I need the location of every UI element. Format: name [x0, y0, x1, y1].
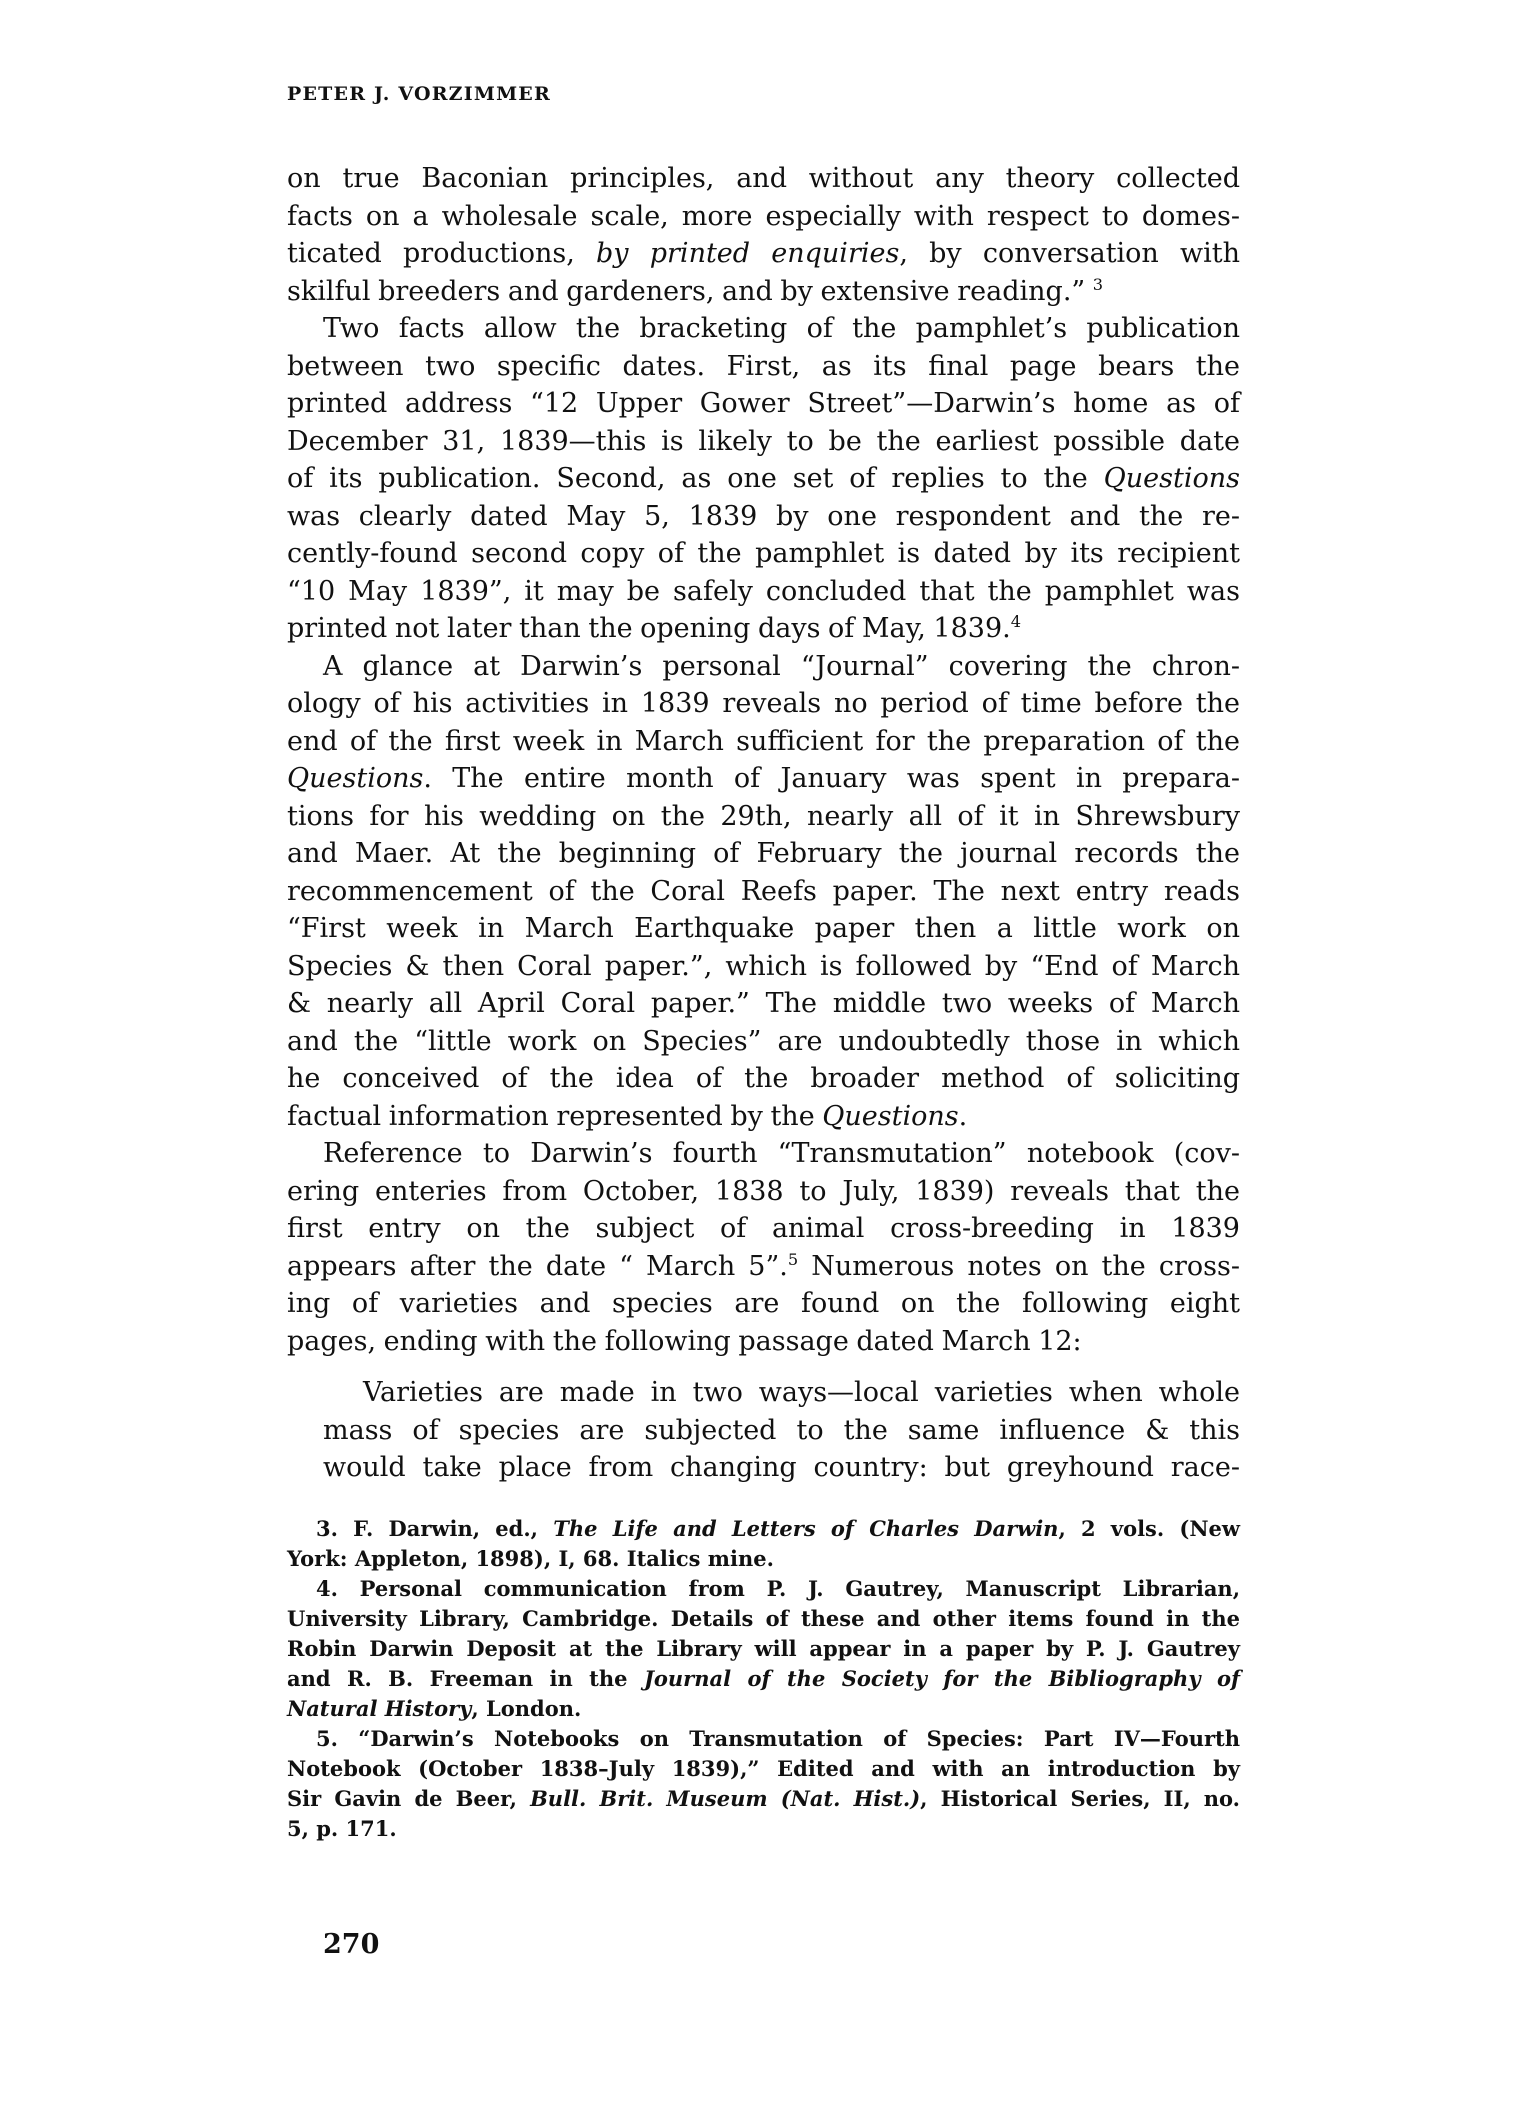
italic-text: Natural History: [287, 1696, 472, 1721]
text-line: [287, 348, 1240, 386]
text-line: [287, 1210, 1240, 1248]
running-head-author: PETER J. VORZIMMER: [287, 83, 551, 105]
text-line: [287, 460, 1240, 498]
text-line: [287, 1060, 1240, 1098]
text-line: [287, 1135, 1240, 1173]
text-line: [287, 573, 1240, 611]
text-line: [287, 1574, 1240, 1604]
line-text: A glance at Darwin’s personal “Journal” covering the chron-: [323, 650, 1240, 682]
text-line: [287, 1023, 1240, 1061]
line-text: , Historical Series, II, no.: [920, 1786, 1240, 1811]
text-line: [287, 498, 1240, 536]
page-number: 270: [323, 1929, 380, 1960]
italic-text: Bull. Brit. Museum (Nat. Hist.): [530, 1786, 921, 1811]
line-text: Varieties are made in two ways—local varieties when whole: [363, 1377, 1240, 1408]
footnote-4: [287, 1574, 1240, 1724]
text-line: [287, 1604, 1240, 1634]
text-line: [287, 1323, 1240, 1361]
line-text: & nearly all April Coral paper.” The middle two weeks of March: [287, 988, 1240, 1019]
line-text: factual information represented by the: [287, 1100, 823, 1132]
line-text: appears after the date “ March 5”.: [287, 1250, 788, 1282]
line-text: , London.: [471, 1696, 582, 1721]
text-line: [287, 310, 1240, 348]
text-line: [287, 160, 1240, 198]
text-line: [287, 1544, 1240, 1574]
text-line: [287, 535, 1240, 573]
italic-text: Questions: [287, 763, 424, 794]
line-text: 4. Personal communication from P. J. Gautrey, Manuscript Librarian,: [316, 1576, 1240, 1601]
text-line: [287, 910, 1240, 948]
text-line: [287, 1173, 1240, 1211]
line-text: 3. F. Darwin, ed.,: [316, 1516, 554, 1541]
line-text: and R. B. Freeman in the: [287, 1666, 644, 1691]
line-text: , 2 vols. (New: [1058, 1516, 1240, 1541]
text-line: [287, 835, 1240, 873]
line-text: was clearly dated May 5, 1839 by one respondent and the re-: [287, 500, 1240, 532]
line-text: mass of species are subjected to the same influence & this: [323, 1414, 1240, 1446]
line-text: ticated productions,: [287, 238, 597, 269]
text-line: [323, 1374, 1240, 1412]
line-text: . The entire month of January was spent in prepara-: [423, 763, 1240, 794]
text-line: [287, 760, 1240, 798]
text-line: [287, 1694, 1240, 1724]
italic-text: Questions: [1103, 463, 1240, 494]
line-text: Reference to Darwin’s fourth “Transmutation” notebook (cov-: [323, 1138, 1240, 1169]
text-line: [287, 985, 1240, 1023]
text-line: [287, 1285, 1240, 1323]
text-line: [287, 273, 1240, 311]
italic-text: Journal of the Society for the Bibliography of: [643, 1666, 1240, 1691]
line-text: end of the first week in March sufficient for the preparation of the: [287, 725, 1240, 757]
text-line: [287, 648, 1240, 686]
line-text: tions for his wedding on the 29th, nearly all of it in Shrewsbury: [287, 800, 1240, 832]
block-quote: [323, 1374, 1240, 1487]
line-text: facts on a wholesale scale, more especially with respect to domes-: [287, 200, 1240, 232]
text-line: [287, 1634, 1240, 1664]
line-text: recommencement of the Coral Reefs paper. The next entry reads: [287, 875, 1240, 907]
line-text: , by conversation with: [899, 238, 1240, 269]
italic-text: by printed enquiries: [596, 238, 900, 269]
line-text: University Library, Cambridge. Details of these and other items found in the: [287, 1606, 1240, 1631]
line-text: Notebook (October 1838–July 1839),” Edited and with an introduction by: [287, 1756, 1240, 1781]
text-line: [287, 198, 1240, 236]
line-text: York: Appleton, 1898), I, 68. Italics mine.: [287, 1546, 774, 1571]
line-text: Numerous notes on the cross-: [798, 1250, 1240, 1282]
line-text: Species & then Coral paper.”, which is followed by “End of March: [287, 950, 1240, 982]
text-line: [287, 235, 1240, 273]
line-text: and the “little work on Species” are undoubtedly those in which: [287, 1025, 1240, 1057]
line-text: he conceived of the idea of the broader method of soliciting: [287, 1063, 1240, 1094]
footnote-5: [287, 1724, 1240, 1844]
line-text: cently-found second copy of the pamphlet is dated by its recipient: [287, 538, 1240, 569]
text-line: [287, 1754, 1240, 1784]
line-text: ing of varieties and species are found on the following eight: [287, 1288, 1240, 1319]
line-text: 5. “Darwin’s Notebooks on Transmutation of Species: Part IV—Fourth: [316, 1726, 1240, 1751]
text-line: [287, 873, 1240, 911]
footnote-reference: 3: [1092, 274, 1104, 294]
text-line: [287, 385, 1240, 423]
text-line: [287, 798, 1240, 836]
text-line: [287, 1098, 1240, 1136]
footnotes: [287, 1514, 1240, 1844]
text-line: [323, 1449, 1240, 1487]
line-text: “First week in March Earthquake paper then a little work on: [287, 913, 1240, 944]
line-text: skilful breeders and gardeners, and by extensive reading.”: [287, 275, 1093, 307]
text-line: [287, 1814, 1240, 1844]
text-line: [287, 685, 1240, 723]
text-line: [287, 610, 1240, 648]
line-text: ology of his activities in 1839 reveals no period of time before the: [287, 688, 1240, 719]
text-line: [287, 1514, 1240, 1544]
line-text: “10 May 1839”, it may be safely concluded that the pamphlet was: [287, 575, 1240, 607]
line-text: would take place from changing country: but greyhound race-: [323, 1452, 1240, 1483]
line-text: Sir Gavin de Beer,: [287, 1786, 531, 1811]
line-text: .: [958, 1100, 968, 1132]
text-line: [287, 423, 1240, 461]
text-line: [287, 1248, 1240, 1286]
line-text: between two specific dates. First, as its final page bears the: [287, 350, 1240, 382]
text-line: [287, 723, 1240, 761]
line-text: Robin Darwin Deposit at the Library will appear in a paper by P. J. Gautrey: [287, 1636, 1240, 1661]
text-line: [287, 1784, 1240, 1814]
line-text: first entry on the subject of animal cross-breeding in 1839: [287, 1213, 1240, 1244]
italic-text: Questions: [822, 1100, 959, 1132]
footnote-reference: 5: [787, 1249, 799, 1269]
text-line: [287, 1664, 1240, 1694]
line-text: printed not later than the opening days of May, 1839.: [287, 613, 1011, 644]
footnote-reference: 4: [1010, 612, 1022, 631]
line-text: on true Baconian principles, and without any theory collected: [287, 163, 1240, 194]
line-text: and Maer. At the beginning of February the journal records the: [287, 838, 1240, 869]
line-text: Two facts allow the bracketing of the pamphlet’s publication: [323, 313, 1240, 344]
line-text: printed address “12 Upper Gower Street”—Darwin’s home as of: [287, 388, 1240, 419]
text-line: [287, 948, 1240, 986]
line-text: December 31, 1839—this is likely to be the earliest possible date: [287, 425, 1240, 457]
body-text: [287, 160, 1240, 1360]
line-text: pages, ending with the following passage dated March 12:: [287, 1325, 1082, 1357]
text-line: [323, 1412, 1240, 1450]
text-line: [287, 1724, 1240, 1754]
italic-text: The Life and Letters of Charles Darwin: [553, 1516, 1059, 1541]
line-text: ering enteries from October, 1838 to July, 1839) reveals that the: [287, 1175, 1240, 1207]
footnote-3: [287, 1514, 1240, 1574]
line-text: of its publication. Second, as one set of replies to the: [287, 463, 1104, 494]
line-text: 5, p. 171.: [287, 1816, 397, 1841]
